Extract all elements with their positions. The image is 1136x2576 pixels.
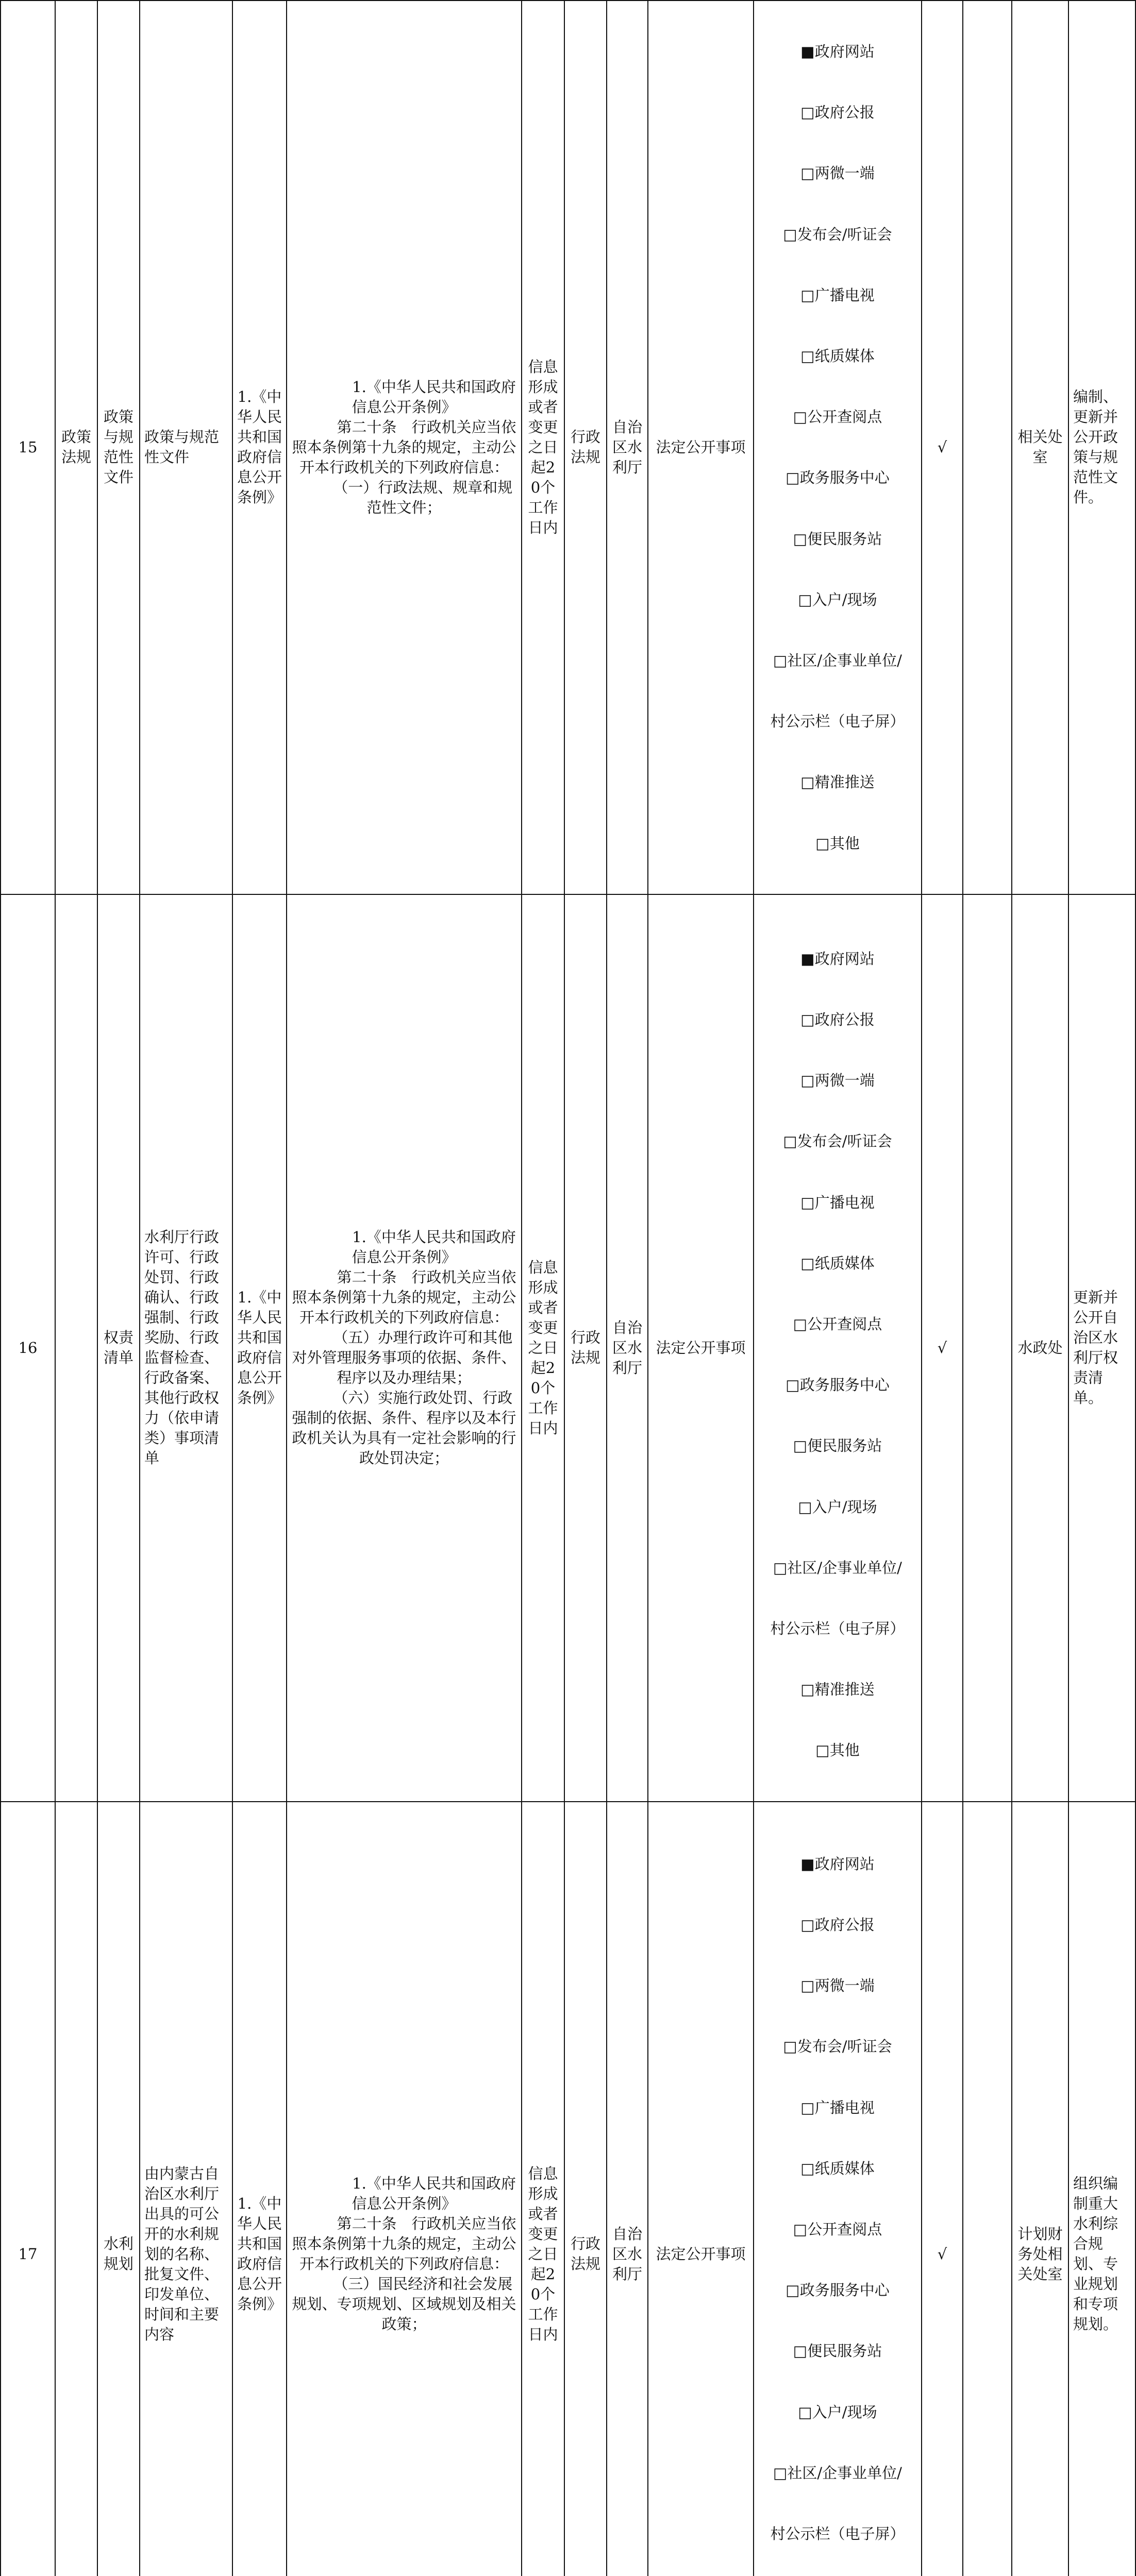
disclosure-time: 信息形成或者变更之日起20个工作日内 [522, 1802, 564, 2576]
basis-text: 1.《中华人民共和国政府信息公开条例》 第二十条 行政机关应当依照本条例第十九条的规定，主动公开本行政机关的下列政府信息： （五）办理行政许可和其他对外管理服务事项的依据、条件、程序以及办理结果； （六）实施行政处罚、行政强制的依据、条件、程序以及本行政机关认为具有一定社会影响的行政处罚决定； [287, 894, 522, 1802]
channel-item: □政务服务中心 [786, 1376, 890, 1394]
responsible-department: 水政处 [1012, 894, 1068, 1802]
table-row [1, 1802, 1135, 2576]
channel-item: 村公示栏（电子屏） [770, 713, 905, 731]
disclosure-content: 政策与规范性文件 [140, 1, 232, 894]
channel-item: □社区/企事业单位/ [773, 1558, 902, 1577]
disclosure-subject: 行政法规 [564, 1802, 607, 2576]
channel-item: □政府公报 [800, 104, 875, 122]
channel-item: □便民服务站 [793, 1437, 882, 1455]
row-number: 16 [1, 894, 55, 1802]
channel-item: ■政府网站 [800, 43, 875, 60]
secondary-category: 政策与规范性文件 [97, 1, 140, 894]
secondary-category: 权责清单 [97, 894, 140, 1802]
all-public-mark: √ [922, 894, 963, 1802]
disclosure-time: 信息形成或者变更之日起20个工作日内 [522, 1, 564, 894]
channel-item: □发布会/听证会 [783, 1132, 892, 1150]
channel-item: □政务服务中心 [786, 2281, 890, 2299]
channel-item: □两微一端 [800, 1072, 875, 1090]
channel-item: □发布会/听证会 [783, 225, 892, 243]
disclosure-content: 由内蒙古自治区水利厅出具的可公开的水利规划的名称、批复文件、印发单位、时间和主要内容 [140, 1802, 232, 2576]
disclosure-type: 法定公开事项 [648, 1, 754, 894]
responsible-department: 计划财务处相关处室 [1012, 1802, 1068, 2576]
specific-public-mark [963, 1802, 1012, 2576]
all-public-mark: √ [922, 1, 963, 894]
channel-item: □便民服务站 [793, 530, 882, 548]
primary-category [55, 1802, 97, 2576]
channel-item: □广播电视 [800, 1193, 875, 1211]
channel-item: □入户/现场 [798, 2403, 877, 2421]
all-public-mark: √ [922, 1802, 963, 2576]
secondary-category: 水利规划 [97, 1802, 140, 2576]
channel-item: 村公示栏（电子屏） [770, 1620, 905, 1638]
disclosing-organ: 自治区水利厅 [607, 1802, 648, 2576]
channel-item: □纸质媒体 [800, 1254, 875, 1272]
table-row [1, 1, 1135, 894]
basis-text: 1.《中华人民共和国政府信息公开条例》 第二十条 行政机关应当依照本条例第十九条的规定，主动公开本行政机关的下列政府信息： （一）行政法规、规章和规范性文件； [287, 1, 522, 894]
basis-text: 1.《中华人民共和国政府信息公开条例》 第二十条 行政机关应当依照本条例第十九条的规定，主动公开本行政机关的下列政府信息： （三）国民经济和社会发展规划、专项规划、区域规划及相关政策； [287, 1802, 522, 2576]
channel-item: □其他 [815, 834, 860, 852]
channel-item: □政务服务中心 [786, 469, 890, 487]
disclosure-type: 法定公开事项 [648, 894, 754, 1802]
primary-category [55, 894, 97, 1802]
channel-item: □发布会/听证会 [783, 2038, 892, 2056]
disclosure-channels [754, 1802, 922, 2576]
specific-public-mark [963, 894, 1012, 1802]
channel-item: □精准推送 [800, 1681, 875, 1699]
basis-law: 1.《中华人民共和国政府信息公开条例》 [232, 1802, 287, 2576]
basis-law: 1.《中华人民共和国政府信息公开条例》 [232, 1, 287, 894]
disclosure-content: 水利厅行政许可、行政处罚、行政确认、行政强制、行政奖励、行政监督检查、行政备案、其他行政权力（依申请类）事项清单 [140, 894, 232, 1802]
table-row [1, 894, 1135, 1802]
channel-item: □便民服务站 [793, 2342, 882, 2360]
channel-item: 村公示栏（电子屏） [770, 2524, 905, 2543]
row-number: 15 [1, 1, 55, 894]
disclosure-channels [754, 894, 922, 1802]
specific-public-mark [963, 1, 1012, 894]
disclosure-type: 法定公开事项 [648, 1802, 754, 2576]
disclosure-time: 信息形成或者变更之日起20个工作日内 [522, 894, 564, 1802]
channel-item: □公开查阅点 [793, 1315, 882, 1333]
row-note: 组织编制重大水利综合规划、专业规划和专项规划。 [1068, 1802, 1135, 2576]
row-note: 更新并公开自治区水利厅权责清单。 [1068, 894, 1135, 1802]
channel-item: □入户/现场 [798, 1498, 877, 1516]
basis-law: 1.《中华人民共和国政府信息公开条例》 [232, 894, 287, 1802]
channel-item: □社区/企事业单位/ [773, 652, 902, 670]
channel-item: □广播电视 [800, 286, 875, 304]
channel-item: □两微一端 [800, 164, 875, 182]
channel-item: □政府公报 [800, 1916, 875, 1934]
channel-item: □纸质媒体 [800, 2159, 875, 2177]
row-number: 17 [1, 1802, 55, 2576]
primary-category: 政策法规 [55, 1, 97, 894]
disclosing-organ: 自治区水利厅 [607, 894, 648, 1802]
channel-item: □公开查阅点 [793, 408, 882, 426]
channel-item: □广播电视 [800, 2098, 875, 2116]
row-note: 编制、更新并公开政策与规范性文件。 [1068, 1, 1135, 894]
disclosure-subject: 行政法规 [564, 894, 607, 1802]
responsible-department: 相关处室 [1012, 1, 1068, 894]
channel-item: □两微一端 [800, 1977, 875, 1995]
channel-item: □纸质媒体 [800, 347, 875, 365]
channel-item: □其他 [815, 1741, 860, 1759]
channel-item: □政府公报 [800, 1011, 875, 1029]
channel-item: □公开查阅点 [793, 2220, 882, 2238]
channel-item: ■政府网站 [800, 950, 875, 968]
disclosure-subject: 行政法规 [564, 1, 607, 894]
channel-item: □精准推送 [800, 773, 875, 791]
disclosure-channels [754, 1, 922, 894]
disclosing-organ: 自治区水利厅 [607, 1, 648, 894]
channel-item: ■政府网站 [800, 1855, 875, 1873]
channel-item: □社区/企事业单位/ [773, 2464, 902, 2482]
channel-item: □入户/现场 [798, 590, 877, 608]
